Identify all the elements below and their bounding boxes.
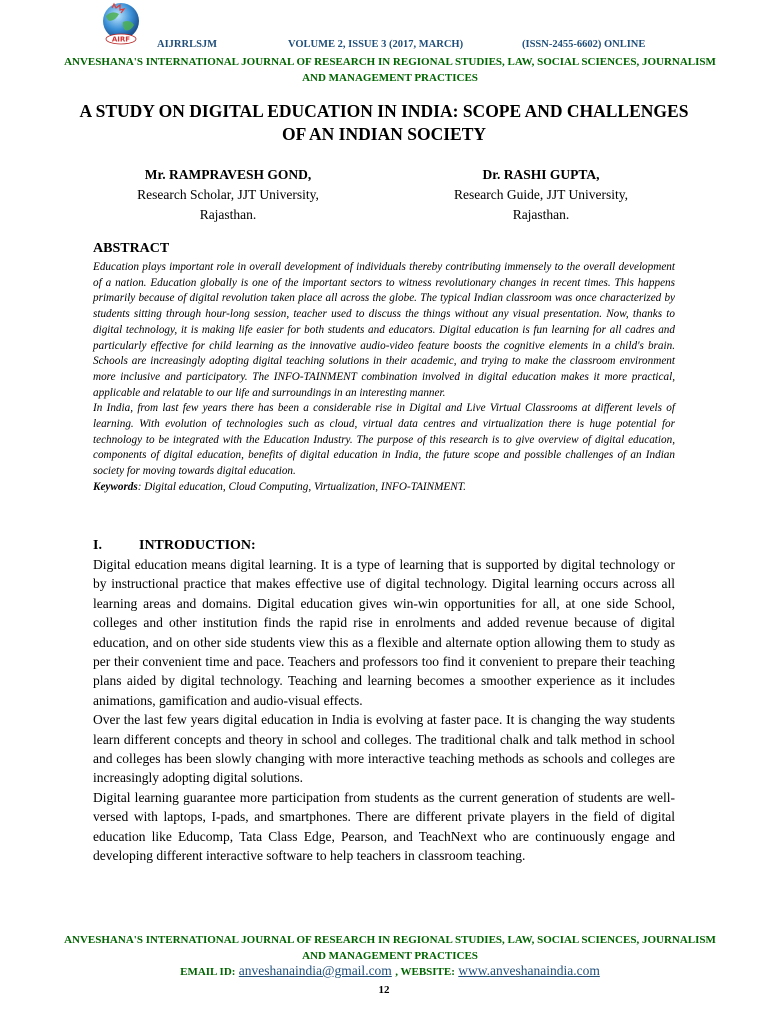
page-number: 12 [378,984,390,996]
journal-logo [92,2,150,46]
author-block-1 [98,165,358,225]
section-heading-introduction [93,538,256,554]
volume-issue: VOLUME 2, ISSUE 3 (2017, MARCH) [288,39,464,50]
journal-abbreviation: AIJRRLSJM [157,39,218,50]
issn: (ISSN-2455-6602) ONLINE [522,39,646,50]
section-title: INTRODUCTION: [139,538,256,553]
keywords-label: Keywords [93,480,138,493]
paper-title: A STUDY ON DIGITAL EDUCATION IN INDIA: SCOPE AND CHALLENGES OF AN INDIAN SOCIETY [79,101,689,144]
keywords [93,480,675,496]
body-paragraph: Digital learning guarantee more participation from students as the current generation of students are well-versed with laptops, I-pads, and smartphones. There are different private players in the field of digital education like Educomp, Tata Class Edge, Pearson, and TeachNext who are continuously engage and developing different interactive software to help teachers in classroom teaching. [93,789,675,864]
author-role: Research Guide, JJT University, [454,187,628,202]
svg-text:AIRF: AIRF [111,35,131,44]
abstract-body [93,260,675,496]
section-number: I. [93,538,102,553]
website-link[interactable]: www.anveshanaindia.com [458,963,600,978]
author-role: Research Scholar, JJT University, [137,187,319,202]
abstract-paragraph: Education plays important role in overall development of individuals thereby contributing immensely to the overall development of a nation. Education globally is one of the important sectors to witness revolutionary changes in recent times. This happens primarily because of digital revolution taken place all across the globe. The typical Indian classroom was once characterized by students sitting through hour-long session, teacher used to discuss the things without any visual presentation. Now, thanks to digital technology, it is making life easier for both students and educators. Digital education is fun learning for all cadres and particularly effective for child learning as the innovative audio-video feature boosts the cognitive elements in a child's brain. Schools are increasingly adopting digital teaching solutions in their academic, and trying to make the classroom environment more inclusive and participatory. The INFO-TAINMENT combination involved in digital education makes it more practical, applicable and relatable to our life and surroundings in an interesting manner. [93,261,675,399]
body-paragraph: Over the last few years digital education in India is evolving at faster pace. It is changing the way students learn different concepts and theory in school and colleges. The traditional chalk and talk method in school and colleges has been slowly changing with more interactive teaching methods as schools and colleges are increasingly adopting digital solutions. [93,712,675,786]
author-place: Rajasthan. [512,207,570,222]
website-label: , WEBSITE: [395,966,455,978]
author-name: Mr. RAMPRAVESH GOND, [144,167,312,182]
footer-journal-name: ANVESHANA'S INTERNATIONAL JOURNAL OF RESEARCH IN REGIONAL STUDIES, LAW, SOCIAL SCIENCES, JOURNALISM AND MANAGEMENT PRACTICES [64,934,716,962]
email-link[interactable]: anveshanaindia@gmail.com [238,963,392,978]
abstract-paragraph: In India, from last few years there has been a considerable rise in Digital and Live Virtual Classrooms at different levels of learning. With evolution of technologies such as cloud, virtual data centres and virtualization there is huge potential for technology to be integrated with the Education Industry. The purpose of this research is to give overview of digital education, components of digital education, benefits of digital education in India, the future scope and possible challenges of an Indian society for moving towards digital education. [93,402,675,478]
header-journal-name: ANVESHANA'S INTERNATIONAL JOURNAL OF RESEARCH IN REGIONAL STUDIES, LAW, SOCIAL SCIENCES, JOURNALISM AND MANAGEMENT PRACTICES [64,56,716,84]
email-label: EMAIL ID: [180,966,236,978]
author-name: Dr. RASHI GUPTA, [482,167,600,182]
body-paragraph: Digital education means digital learning. It is a type of learning that is supported by digital technology or by instructional practice that makes effective use of digital technology. Digital learning occurs across all learning areas and domains. Digital education gives win-win opportunities for all, at one side School, colleges and other institution finds the rapid rise in enrolments and added revenue because of digital education, and on other side students view this as a flexible and alternate option allowing them to study as per their convenient time and pace. Teachers and professors too find it convenient to prepare their teaching plans aided by digital technology. Teaching and learning becomes a smoother experience as it includes animations, gamification and audio-visual effects. [93,557,675,708]
author-place: Rajasthan. [199,207,257,222]
author-block-2 [410,165,672,225]
keywords-list: : Digital education, Cloud Computing, Virtualization, INFO-TAINMENT. [137,480,466,493]
footer-contact [60,963,720,979]
abstract-heading: ABSTRACT [93,241,170,256]
introduction-body [93,555,675,866]
